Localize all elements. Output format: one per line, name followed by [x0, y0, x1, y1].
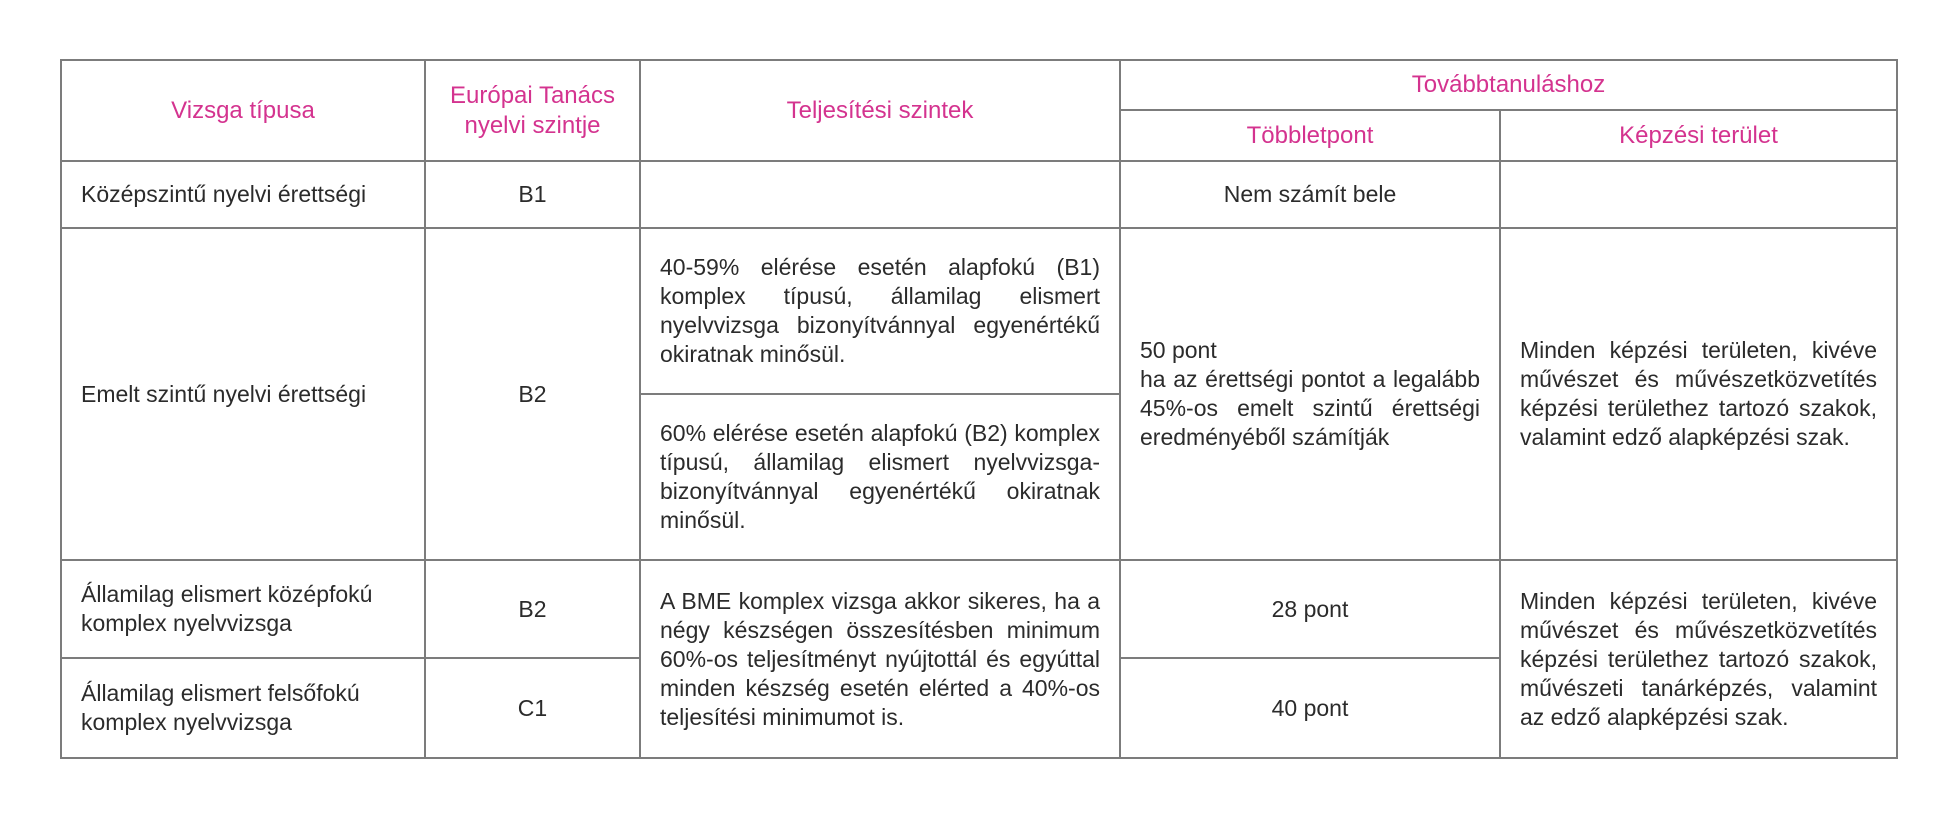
- extra-points-condition: ha az érettségi pontot a legalább 45%-os emelt szintű érettségi eredményéből számítják: [1140, 366, 1480, 450]
- exam-type-cell: Államilag elismert felsőfokú komplex nyelvvizsga: [61, 658, 425, 758]
- cefr-level-cell: B1: [425, 161, 640, 228]
- cefr-level-cell: C1: [425, 658, 640, 758]
- extra-points-cell: [1120, 228, 1500, 560]
- cefr-level-cell: B2: [425, 228, 640, 560]
- performance-cell-bme: A BME komplex vizsga akkor sikeres, ha a négy készségen összesítésben minimum 60%-os teljesítményt nyújtottál és egyúttal minden készség esetén elérted a 40%-os teljesítési minimumot is.: [640, 560, 1120, 758]
- performance-cell-b1: 40-59% elérése esetén alapfokú (B1) komplex típusú, államilag elismert nyelvvizsga bizonyítvánnyal egyenértékű okiratnak minősül.: [640, 228, 1120, 394]
- extra-points-cell: Nem számít bele: [1120, 161, 1500, 228]
- language-exam-table: [60, 59, 1898, 759]
- language-exam-table-container: [60, 59, 1898, 759]
- training-area-cell: Minden képzési területen, kivéve művészet és művészetközvetítés képzési területhez tartozó szakok, művészeti tanárképzés, valamint az edző alapképzési szak.: [1500, 560, 1897, 758]
- exam-type-cell: Középszintű nyelvi érettségi: [61, 161, 425, 228]
- extra-points-cell: 28 pont: [1120, 560, 1500, 658]
- performance-cell-empty: [640, 161, 1120, 228]
- table-row: [61, 161, 1897, 228]
- header-performance-levels: Teljesítési szintek: [640, 60, 1120, 161]
- header-extra-points: Többletpont: [1120, 110, 1500, 161]
- extra-points-cell: 40 pont: [1120, 658, 1500, 758]
- header-training-area: Képzési terület: [1500, 110, 1897, 161]
- extra-points-value: 50 pont: [1140, 337, 1217, 363]
- header-cefr-level: Európai Tanács nyelvi szintje: [425, 60, 640, 161]
- performance-cell-b2: 60% elérése esetén alapfokú (B2) komplex típusú, államilag elismert nyelvvizsga-bizonyítvánnyal egyenértékű okiratnak minősül.: [640, 394, 1120, 560]
- table-row: [61, 560, 1897, 658]
- header-further-studies: Továbbtanuláshoz: [1120, 60, 1897, 110]
- exam-type-cell: Államilag elismert középfokú komplex nyelvvizsga: [61, 560, 425, 658]
- cefr-level-cell: B2: [425, 560, 640, 658]
- table-row: [61, 228, 1897, 394]
- exam-type-cell: Emelt szintű nyelvi érettségi: [61, 228, 425, 560]
- training-area-cell-empty: [1500, 161, 1897, 228]
- training-area-cell: Minden képzési területen, kivéve művészet és művészetközvetítés képzési területhez tartozó szakok, valamint edző alapképzési szak.: [1500, 228, 1897, 560]
- header-exam-type: Vizsga típusa: [61, 60, 425, 161]
